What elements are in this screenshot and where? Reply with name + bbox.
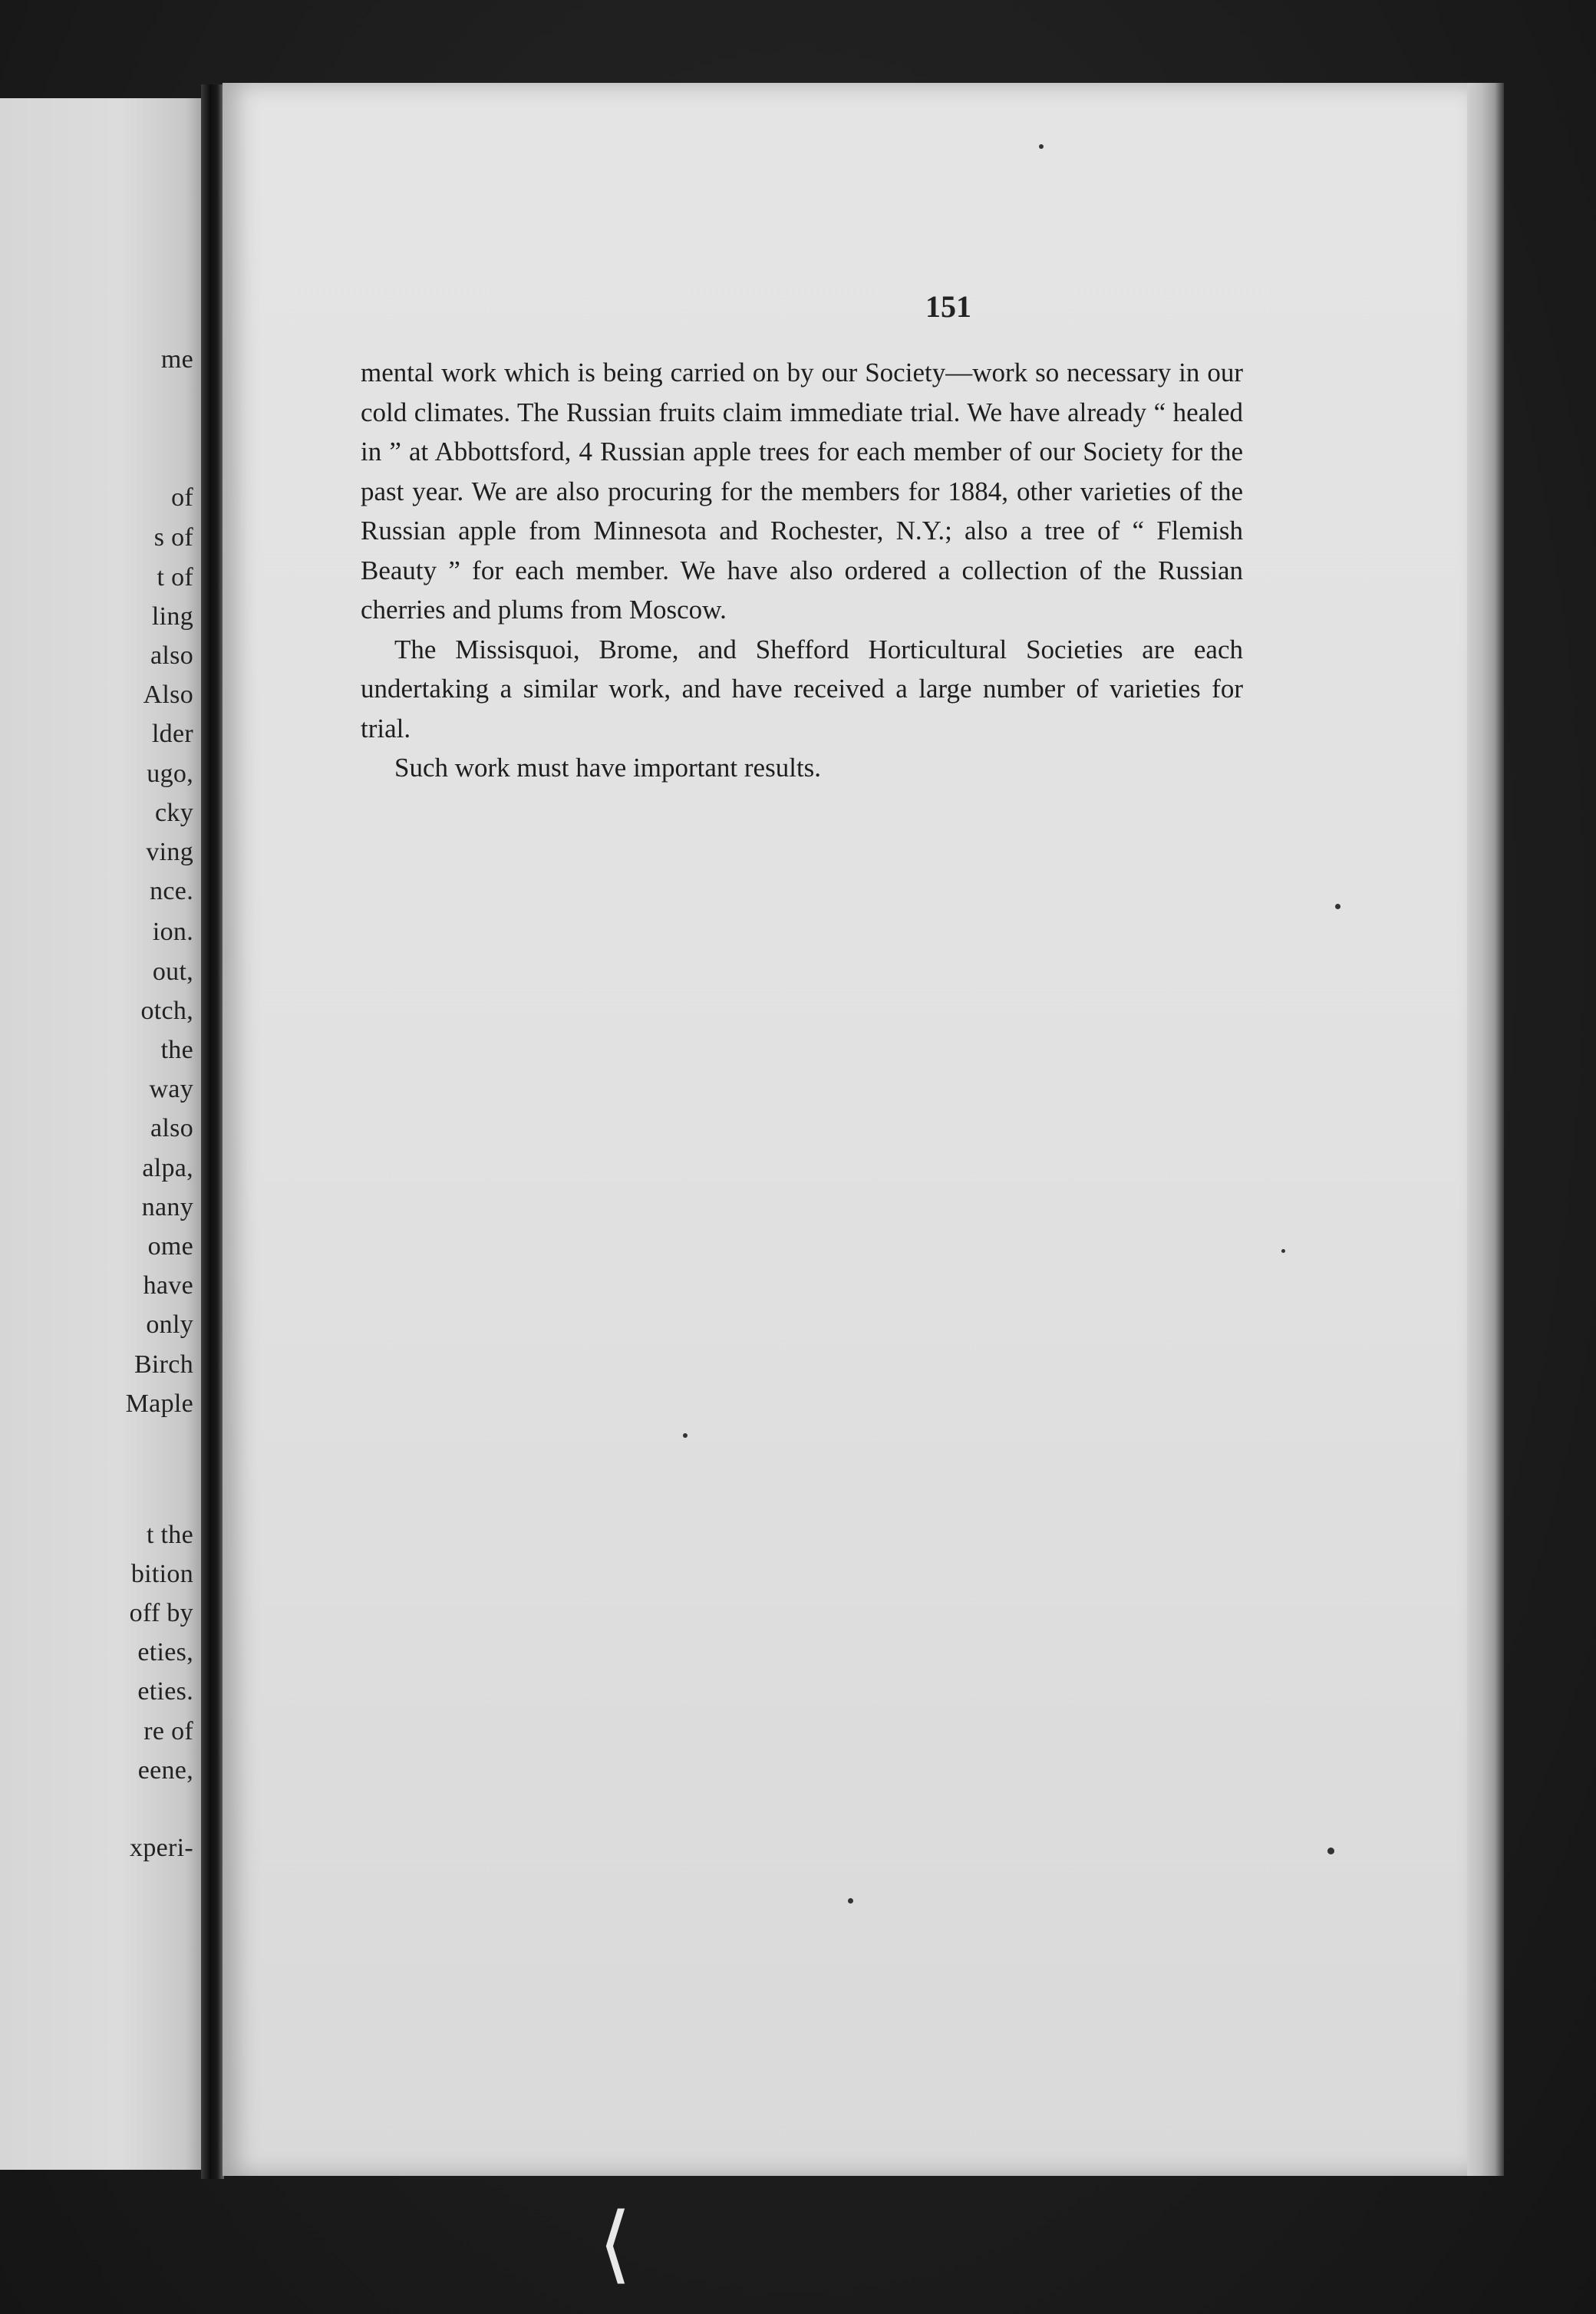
left-page-line-fragment: only	[146, 1310, 193, 1339]
paper-speck	[683, 1433, 688, 1438]
left-page-line-fragment: eties,	[137, 1638, 193, 1666]
left-page-line-fragment: lder	[151, 720, 193, 748]
left-page-line-fragment: off by	[129, 1599, 193, 1627]
page-body-text	[361, 353, 1243, 788]
left-page-line-fragment: of	[171, 483, 193, 512]
left-page-line-fragment: eene,	[137, 1756, 193, 1785]
left-page-line-fragment: also	[150, 641, 193, 670]
left-page-line-fragment: re of	[143, 1717, 193, 1745]
left-page-line-fragment: ving	[146, 838, 193, 866]
left-page-line-fragment: also	[150, 1114, 193, 1142]
page-stack-edge	[1467, 83, 1504, 2176]
left-page-line-fragment: nce.	[150, 877, 193, 905]
page-number: 151	[925, 289, 971, 324]
left-facing-page	[0, 98, 201, 2170]
left-page-line-fragment: Maple	[125, 1389, 193, 1418]
left-page-line-fragment: t of	[157, 563, 193, 592]
left-page-line-fragment: alpa,	[142, 1154, 193, 1182]
book-gutter	[201, 84, 224, 2179]
left-page-line-fragment: have	[143, 1271, 193, 1300]
paper-speck	[1335, 904, 1340, 909]
left-page-line-fragment: bition	[130, 1560, 193, 1588]
page-number-container	[223, 288, 1467, 325]
paper-speck	[848, 1898, 853, 1904]
left-page-line-fragment: me	[160, 345, 193, 374]
paragraph-2: The Missisquoi, Brome, and Shefford Horticultural Societies are each undertaking a similar work, and have received a large number of varieties for trial.	[361, 634, 1243, 743]
paper-speck	[1327, 1848, 1334, 1854]
left-page-line-fragment: out,	[152, 958, 193, 986]
left-page-line-fragment: ugo,	[147, 760, 193, 788]
left-page-line-fragment: ling	[151, 602, 193, 631]
left-page-line-fragment: t the	[147, 1521, 193, 1549]
left-page-line-fragment: ion.	[152, 918, 193, 946]
left-page-line-fragment: way	[149, 1075, 193, 1103]
left-page-line-fragment: nany	[141, 1193, 193, 1221]
left-page-line-fragment: otch,	[140, 997, 193, 1025]
left-page-line-fragment: s of	[153, 523, 193, 552]
left-page-line-fragment: Birch	[134, 1350, 193, 1379]
left-page-line-fragment: ome	[147, 1232, 193, 1261]
paper-speck	[1039, 144, 1044, 149]
left-page-line-fragment: the	[160, 1036, 193, 1064]
paragraph-1: mental work which is being carried on by our Society—work so necessary in our cold climates. The Russian fruits claim immediate trial. We have already “ healed in ” at Abbottsford, 4 Russian apple trees for each member of our Society for the past year. We are also procuring for the members for 1884, other varieties of the Russian apple from Minnesota and Rochester, N.Y.; also a tree of “ Flemish Beauty ” for each member. We have also ordered a collection of the Russian cherries and plums from Moscow.	[361, 358, 1243, 625]
left-page-line-fragment: cky	[155, 799, 193, 827]
left-page-line-fragment: Also	[143, 681, 193, 709]
left-page-line-fragment: xperi-	[130, 1834, 193, 1862]
thread-scrap: ⟨	[598, 2194, 631, 2293]
right-page	[223, 83, 1467, 2176]
left-page-line-fragment: eties.	[137, 1677, 193, 1706]
paper-speck	[1281, 1249, 1285, 1253]
paragraph-3: Such work must have important results.	[394, 753, 822, 783]
